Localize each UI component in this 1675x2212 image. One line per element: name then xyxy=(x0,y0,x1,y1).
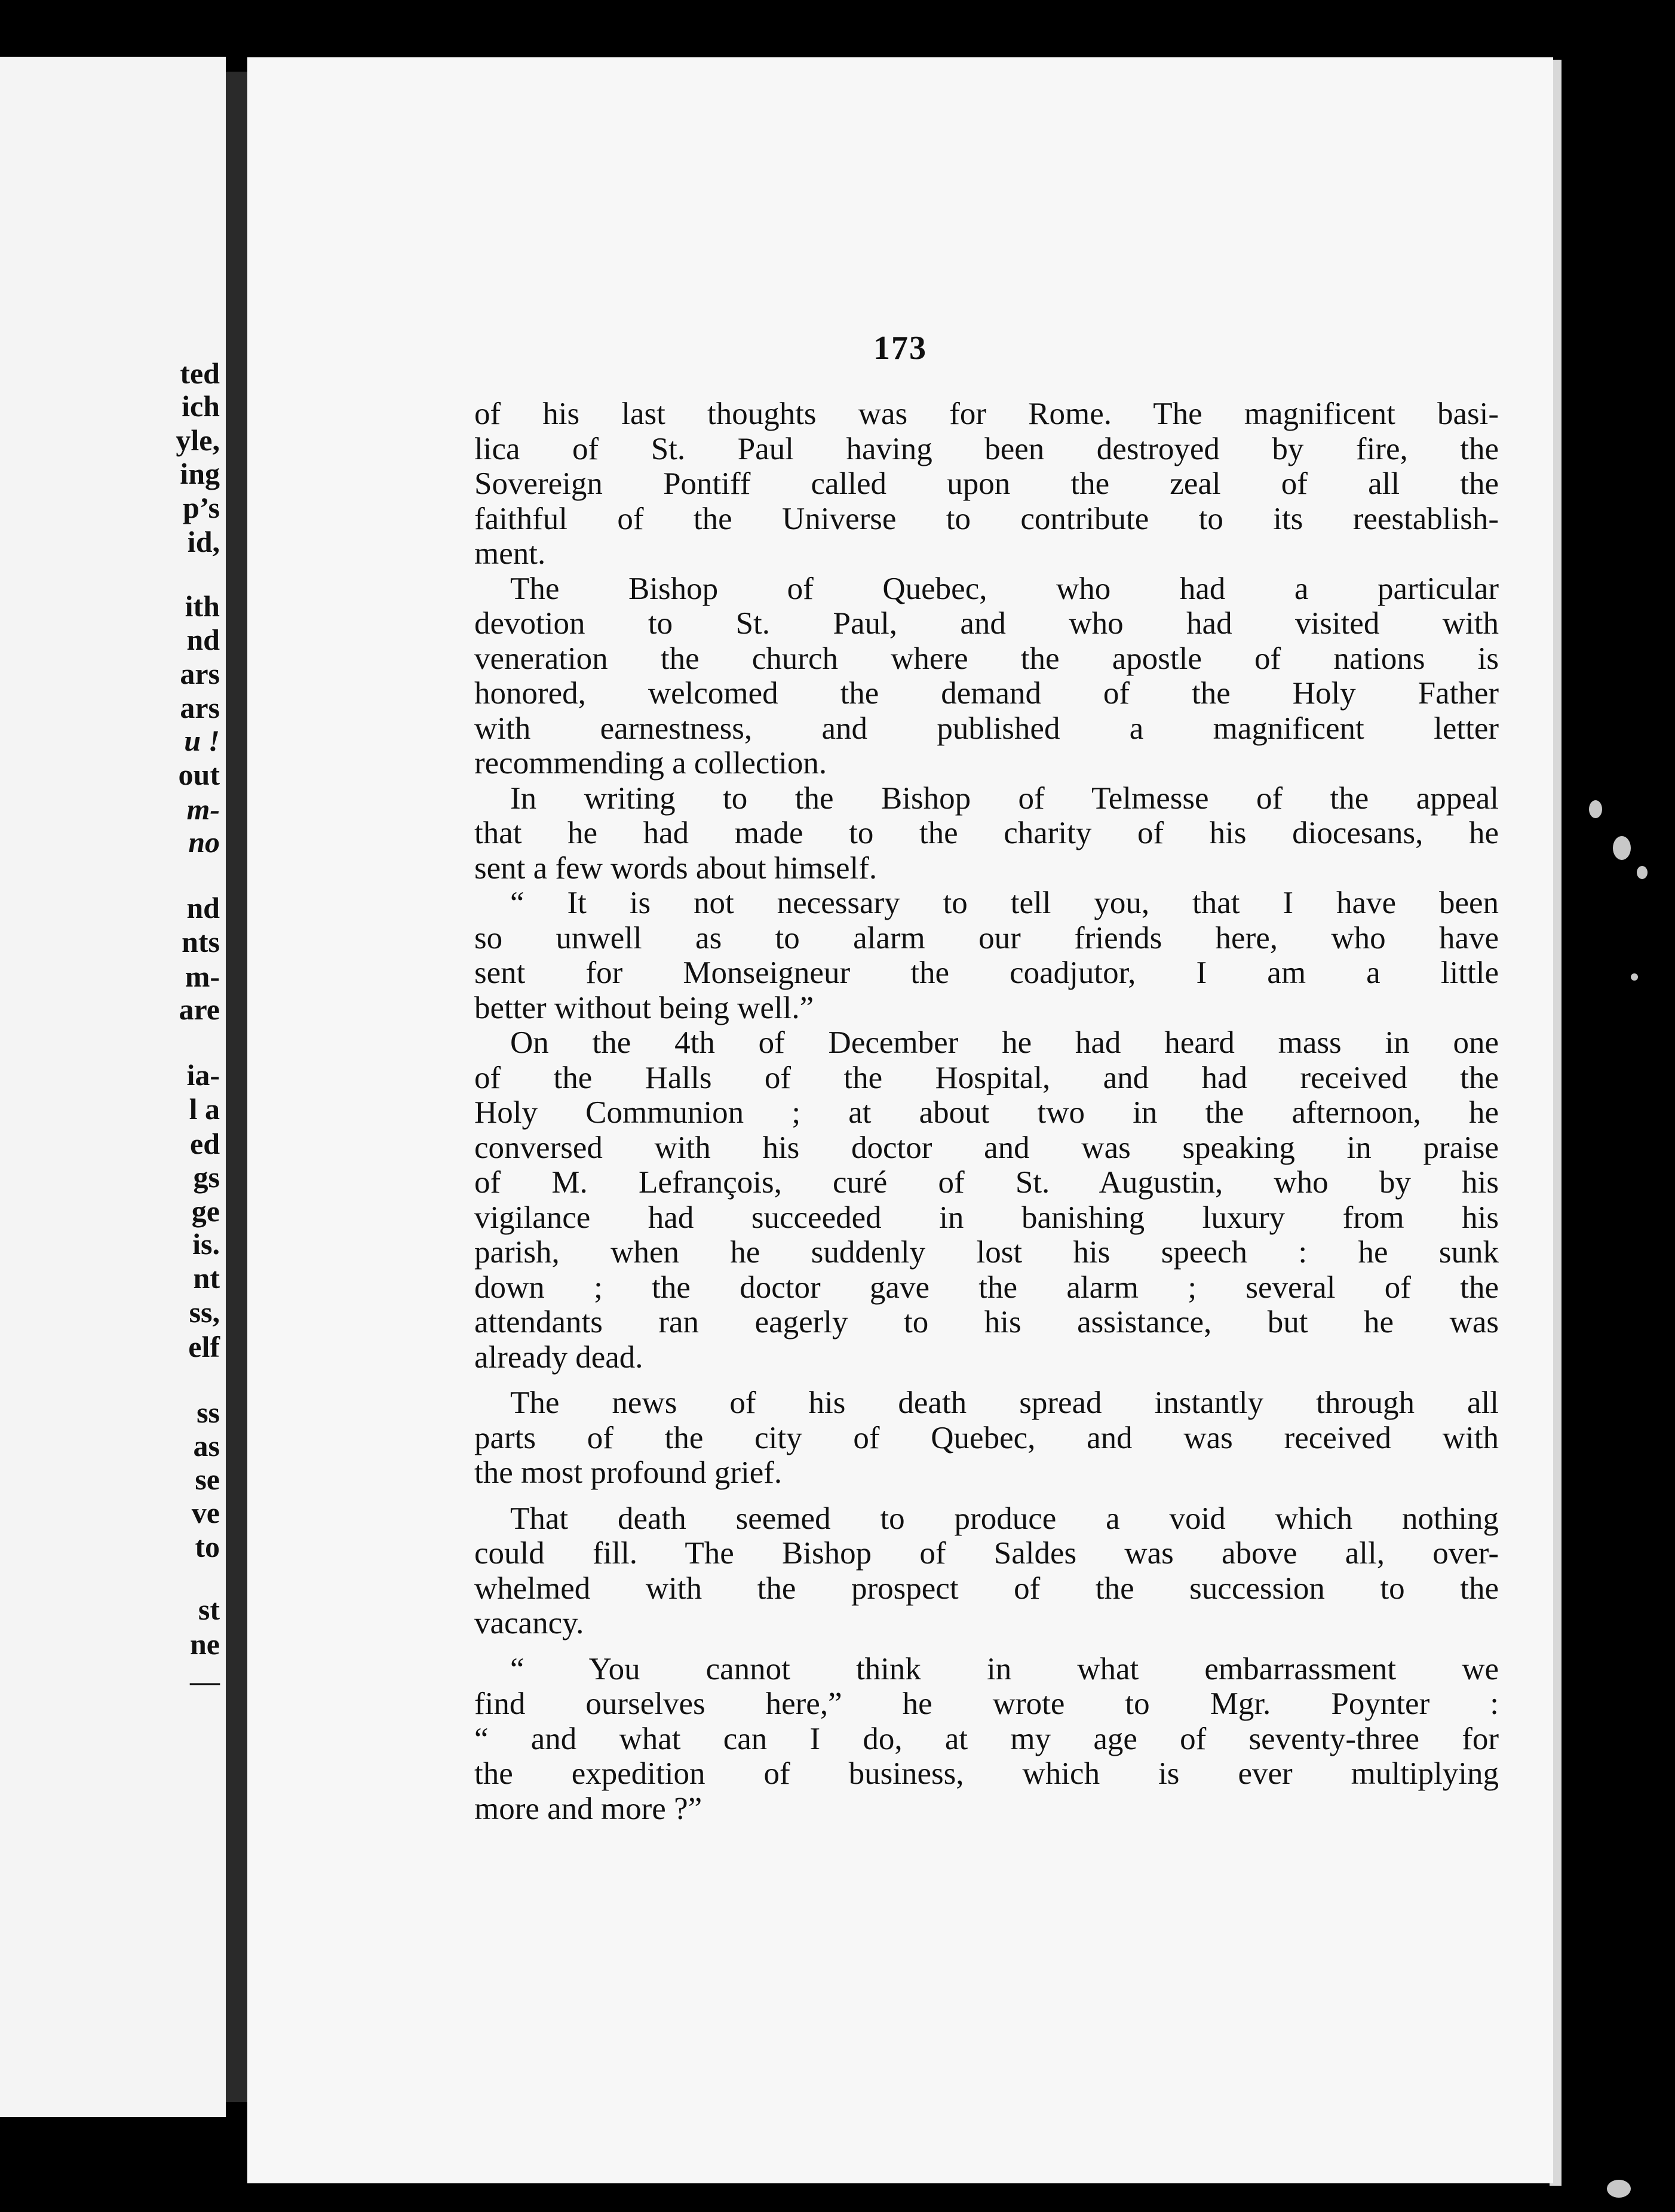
left-page-fragment: no xyxy=(188,825,220,859)
text-line: of his last thoughts was for Rome. The magnificent basi- xyxy=(474,397,1499,431)
left-page-fragment: nts xyxy=(182,925,220,958)
text-line: of the Halls of the Hospital, and had received the xyxy=(474,1060,1499,1095)
left-page-fragment: m- xyxy=(186,792,220,826)
scan-speck xyxy=(1613,836,1631,860)
left-page-fragment: out xyxy=(178,758,220,791)
left-page-fragment: ted xyxy=(180,357,220,390)
text-line: the most profound grief. xyxy=(474,1455,783,1490)
left-page-fragment: l a xyxy=(189,1092,220,1126)
paragraph xyxy=(474,572,1499,781)
text-line: find ourselves here,” he wrote to Mgr. Poynter : xyxy=(474,1686,1499,1721)
left-page-fragment: as xyxy=(193,1429,220,1463)
paragraph xyxy=(474,1652,1499,1827)
paragraph xyxy=(474,1025,1499,1375)
scan-speck xyxy=(1607,2180,1631,2198)
text-line: Sovereign Pontiff called upon the zeal of all the xyxy=(474,466,1499,501)
left-page-fragment: id, xyxy=(187,525,220,558)
text-line: so unwell as to alarm our friends here, who have xyxy=(474,920,1499,956)
text-line: faithful of the Universe to contribute to its reestablish- xyxy=(474,501,1499,536)
left-page-fragment: ge xyxy=(191,1194,220,1228)
paragraph xyxy=(474,397,1499,572)
left-page-fragment: nd xyxy=(186,623,220,656)
left-page-fragment: nt xyxy=(193,1261,220,1295)
text-line: recommending a collection. xyxy=(474,746,827,781)
scan-speck xyxy=(1631,973,1638,981)
text-line: “ It is not necessary to tell you, that I have been xyxy=(510,886,1499,920)
right-page xyxy=(247,57,1553,2183)
text-line: down ; the doctor gave the alarm ; several of the xyxy=(474,1270,1499,1305)
left-page xyxy=(0,57,226,2117)
text-line: the expedition of business, which is ever multiplying xyxy=(474,1756,1499,1791)
text-line: In writing to the Bishop of Telmesse of the appeal xyxy=(510,781,1499,816)
left-page-fragment: ars xyxy=(180,657,220,690)
left-page-fragment: ss xyxy=(197,1396,220,1429)
text-line: with earnestness, and published a magnificent letter xyxy=(474,711,1499,746)
text-line: That death seemed to produce a void which nothing xyxy=(510,1501,1499,1536)
paragraph xyxy=(474,1385,1499,1491)
left-page-fragment: to xyxy=(195,1530,220,1563)
text-line: whelmed with the prospect of the succession to the xyxy=(474,1571,1499,1606)
page-number: 173 xyxy=(873,330,927,367)
left-page-fragment: yle, xyxy=(176,423,220,457)
text-line: already dead. xyxy=(474,1340,643,1375)
text-line: ment. xyxy=(474,536,546,571)
text-line: “ You cannot think in what embarrassment we xyxy=(510,1651,1499,1686)
text-line: “ and what can I do, at my age of seventy-three for xyxy=(474,1721,1499,1756)
text-line: of M. Lefrançois, curé of St. Augustin, who by his xyxy=(474,1165,1499,1200)
left-page-fragment: nd xyxy=(186,891,220,924)
text-line: honored, welcomed the demand of the Holy Father xyxy=(474,676,1499,711)
scan-speck xyxy=(1637,866,1648,879)
left-page-fragment: elf xyxy=(188,1330,220,1363)
body-text xyxy=(474,397,1499,1826)
left-page-fragment: — xyxy=(190,1664,220,1698)
left-page-fragment: st xyxy=(198,1593,220,1626)
left-page-fragment: ing xyxy=(180,457,220,490)
text-line: lica of St. Paul having been destroyed by fire, the xyxy=(474,431,1499,466)
text-line: more and more ?” xyxy=(474,1791,702,1826)
left-page-fragment: is. xyxy=(192,1227,220,1261)
left-page-fragment: ith xyxy=(185,589,220,623)
left-page-fragment: ich xyxy=(182,389,220,423)
text-line: vigilance had succeeded in banishing luxury from his xyxy=(474,1200,1499,1235)
left-page-fragment: ss, xyxy=(189,1295,220,1329)
left-page-fragment: se xyxy=(195,1463,220,1496)
left-page-fragment: p’s xyxy=(182,491,220,524)
text-line: conversed with his doctor and was speaking in praise xyxy=(474,1130,1499,1165)
left-page-fragment: gs xyxy=(193,1160,220,1194)
text-line: better without being well.” xyxy=(474,990,814,1025)
book-gutter xyxy=(226,72,247,2102)
paragraph xyxy=(474,781,1499,886)
scan-speck xyxy=(1589,800,1602,818)
left-page-fragment: ia- xyxy=(186,1058,220,1092)
text-line: sent a few words about himself. xyxy=(474,850,878,886)
text-line: The news of his death spread instantly through all xyxy=(510,1385,1499,1420)
left-page-fragment: ne xyxy=(190,1627,220,1661)
left-page-fragment: ve xyxy=(191,1496,220,1529)
left-page-fragment: m- xyxy=(185,960,220,993)
text-line: parish, when he suddenly lost his speech : he sunk xyxy=(474,1235,1499,1270)
left-page-fragment: ed xyxy=(190,1127,220,1160)
text-line: On the 4th of December he had heard mass in one xyxy=(510,1025,1499,1060)
left-page-fragment: ars xyxy=(180,691,220,724)
text-line: devotion to St. Paul, and who had visited with xyxy=(474,606,1499,641)
text-line: that he had made to the charity of his diocesans, he xyxy=(474,816,1499,850)
text-line: veneration the church where the apostle of nations is xyxy=(474,641,1499,676)
left-page-fragment: are xyxy=(179,993,220,1026)
text-line: sent for Monseigneur the coadjutor, I am a little xyxy=(474,956,1499,990)
paragraph xyxy=(474,886,1499,1025)
text-line: could fill. The Bishop of Saldes was above all, over- xyxy=(474,1536,1499,1571)
left-page-fragment: u ! xyxy=(184,724,220,757)
text-line: The Bishop of Quebec, who had a particular xyxy=(510,571,1499,606)
text-line: parts of the city of Quebec, and was received with xyxy=(474,1420,1499,1455)
text-line: attendants ran eagerly to his assistance, but he was xyxy=(474,1305,1499,1340)
text-line: vacancy. xyxy=(474,1606,584,1640)
left-page-text-fragments xyxy=(0,57,227,2117)
paragraph xyxy=(474,1501,1499,1641)
text-line: Holy Communion ; at about two in the afternoon, he xyxy=(474,1095,1499,1130)
